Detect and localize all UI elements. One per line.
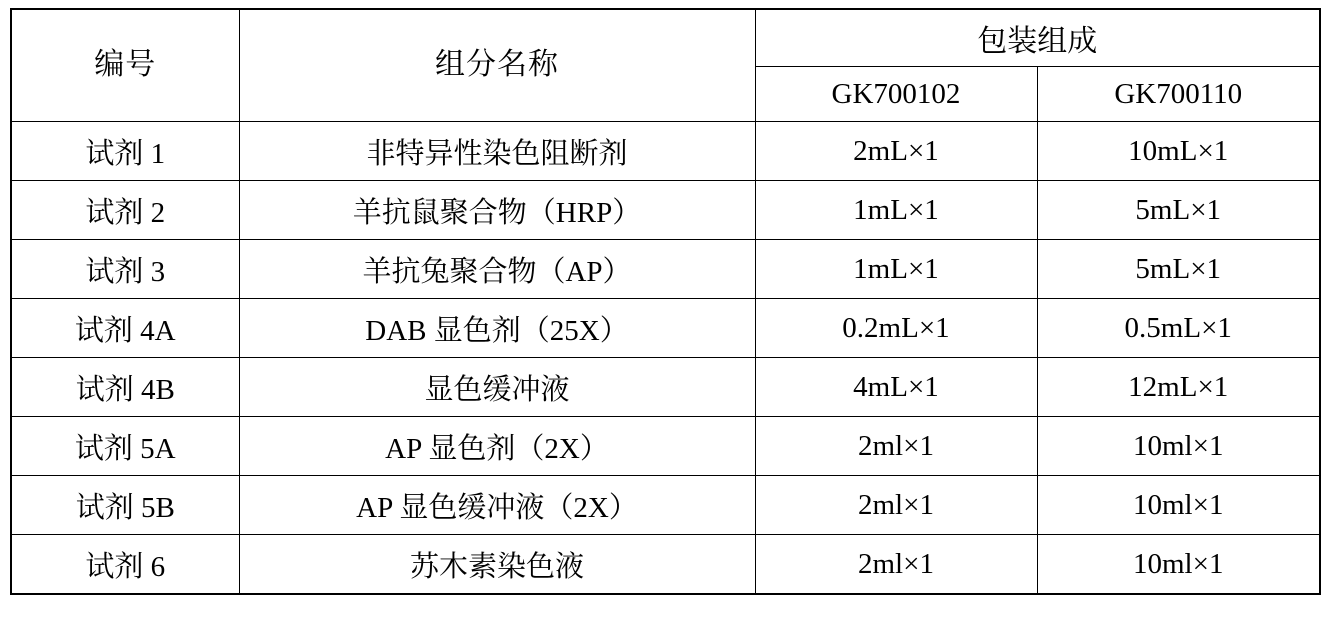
- cell-package-gk700110: 12mL×1: [1037, 358, 1320, 417]
- cell-package-gk700102: 0.2mL×1: [755, 299, 1037, 358]
- cell-reagent-id: 试剂 2: [11, 181, 239, 240]
- column-header-name: 组分名称: [239, 9, 755, 122]
- cell-package-gk700102: 2mL×1: [755, 122, 1037, 181]
- cell-package-gk700102: 4mL×1: [755, 358, 1037, 417]
- cell-package-gk700102: 1mL×1: [755, 240, 1037, 299]
- column-header-id: 编号: [11, 9, 239, 122]
- cell-package-gk700110: 10ml×1: [1037, 535, 1320, 595]
- table-row: [11, 240, 1320, 299]
- cell-package-gk700102: 2ml×1: [755, 476, 1037, 535]
- cell-package-gk700110: 10ml×1: [1037, 476, 1320, 535]
- cell-package-gk700110: 5mL×1: [1037, 181, 1320, 240]
- cell-reagent-id: 试剂 5B: [11, 476, 239, 535]
- header-row-primary: [11, 9, 1320, 67]
- cell-component-name: 非特异性染色阻断剂: [239, 122, 755, 181]
- cell-reagent-id: 试剂 5A: [11, 417, 239, 476]
- cell-reagent-id: 试剂 4A: [11, 299, 239, 358]
- table-row: [11, 122, 1320, 181]
- table-row: [11, 358, 1320, 417]
- column-header-package-group: 包装组成: [755, 9, 1320, 67]
- cell-package-gk700102: 1mL×1: [755, 181, 1037, 240]
- cell-reagent-id: 试剂 6: [11, 535, 239, 595]
- cell-component-name: 羊抗兔聚合物（AP）: [239, 240, 755, 299]
- column-header-package-gk700102: GK700102: [755, 67, 1037, 122]
- cell-package-gk700102: 2ml×1: [755, 417, 1037, 476]
- table-row: [11, 535, 1320, 595]
- cell-reagent-id: 试剂 4B: [11, 358, 239, 417]
- cell-package-gk700110: 10mL×1: [1037, 122, 1320, 181]
- cell-component-name: 苏木素染色液: [239, 535, 755, 595]
- table-row: [11, 476, 1320, 535]
- cell-package-gk700110: 10ml×1: [1037, 417, 1320, 476]
- cell-reagent-id: 试剂 3: [11, 240, 239, 299]
- table-row: [11, 417, 1320, 476]
- table-header: [11, 9, 1320, 122]
- cell-package-gk700110: 0.5mL×1: [1037, 299, 1320, 358]
- cell-component-name: AP 显色缓冲液（2X）: [239, 476, 755, 535]
- table-body: [11, 122, 1320, 595]
- cell-reagent-id: 试剂 1: [11, 122, 239, 181]
- kit-components-table: [10, 8, 1321, 595]
- cell-component-name: 显色缓冲液: [239, 358, 755, 417]
- table-row: [11, 181, 1320, 240]
- cell-package-gk700102: 2ml×1: [755, 535, 1037, 595]
- cell-component-name: DAB 显色剂（25X）: [239, 299, 755, 358]
- cell-component-name: AP 显色剂（2X）: [239, 417, 755, 476]
- cell-package-gk700110: 5mL×1: [1037, 240, 1320, 299]
- table-row: [11, 299, 1320, 358]
- column-header-package-gk700110: GK700110: [1037, 67, 1320, 122]
- cell-component-name: 羊抗鼠聚合物（HRP）: [239, 181, 755, 240]
